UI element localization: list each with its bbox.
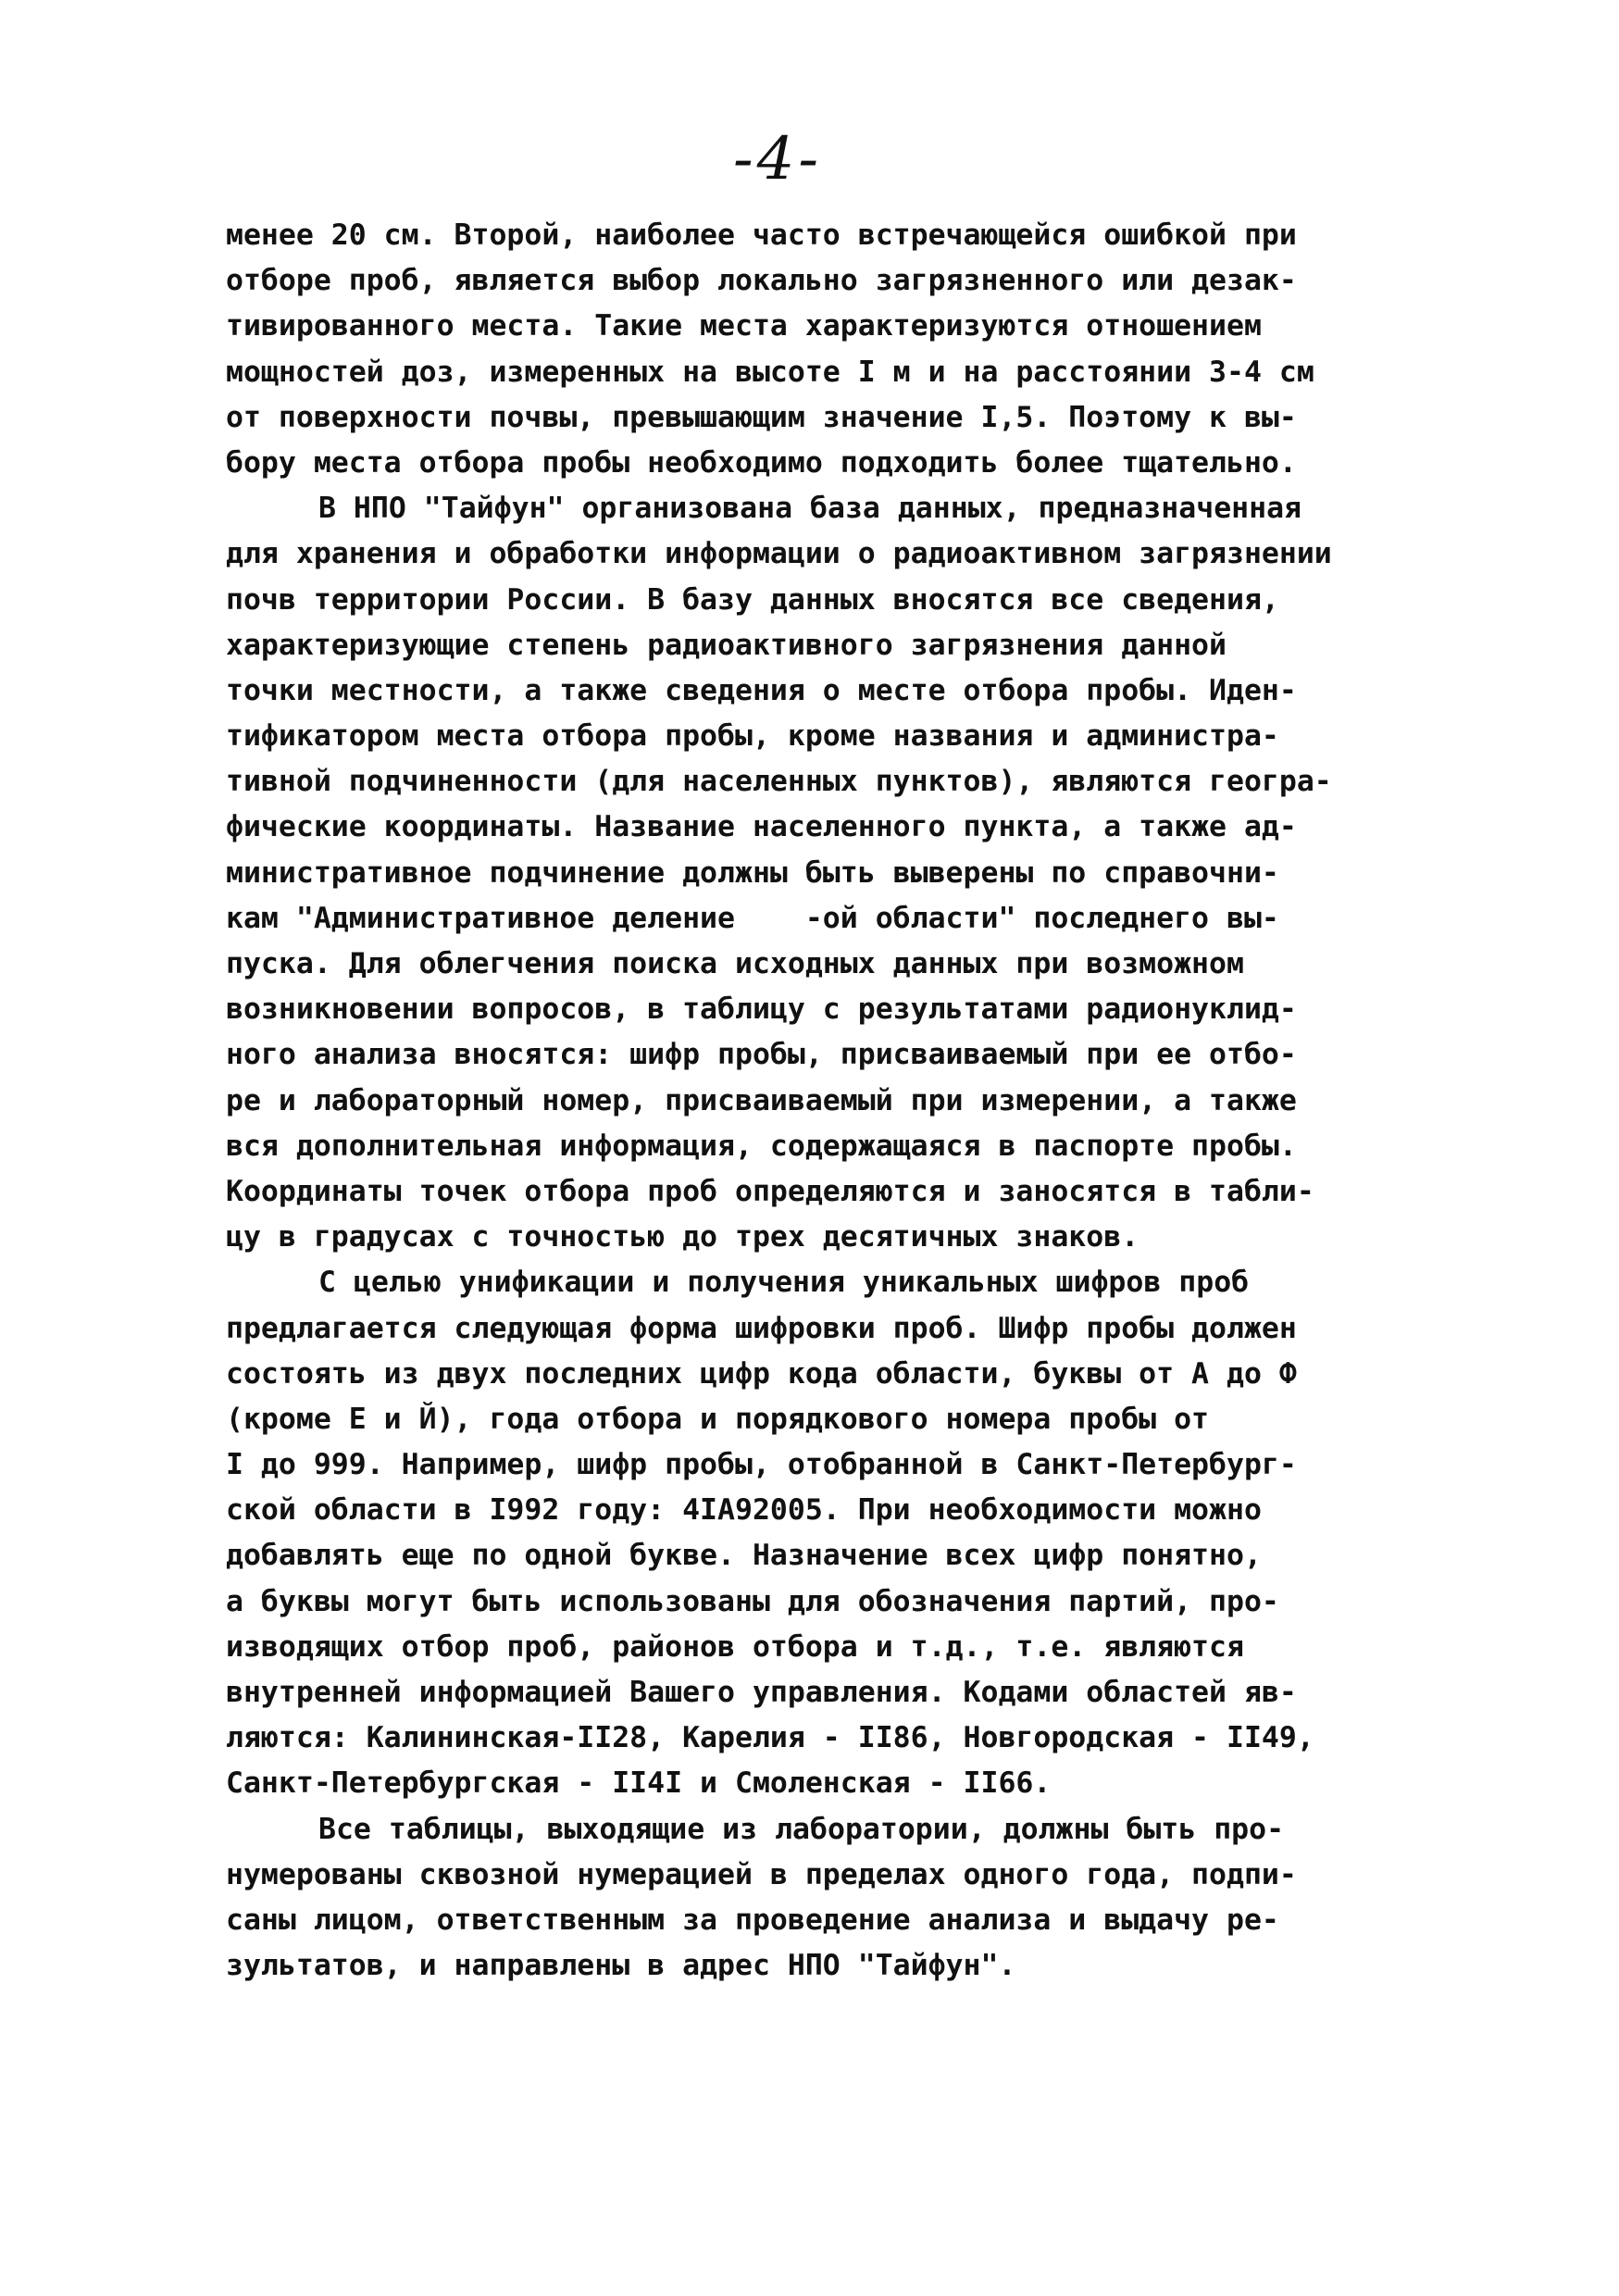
text-line: В НПО "Тайфун" организована база данных, предназначенная	[318, 492, 1302, 526]
text-line: министративное подчинение должны быть выверены по справочни-	[226, 855, 1279, 890]
text-line: фические координаты. Название населенного пункта, а также ад-	[226, 810, 1297, 844]
text-line: состоять из двух последних цифр кода области, буквы от А до Ф	[226, 1356, 1297, 1391]
document-body	[226, 213, 1448, 1989]
text-line: цу в градусах с точностью до трех десятичных знаков.	[226, 1220, 1140, 1254]
text-line: возникновении вопросов, в таблицу с результатами радионуклид-	[226, 992, 1297, 1027]
text-line: Санкт-Петербургская - II4I и Смоленская - II66.	[226, 1766, 1052, 1801]
text-line: от поверхности почвы, превышающим значение I,5. Поэтому к вы-	[226, 400, 1297, 434]
text-line: менее 20 см. Второй, наиболее часто встречающейся ошибкой при	[226, 218, 1297, 252]
paragraph	[226, 1260, 1448, 1806]
text-line: Все таблицы, выходящие из лаборатории, должны быть про-	[318, 1812, 1285, 1846]
text-line: тификатором места отбора пробы, кроме названия и администра-	[226, 719, 1279, 754]
text-line: саны лицом, ответственным за проведение анализа и выдачу ре-	[226, 1903, 1279, 1937]
paragraph	[226, 486, 1448, 1260]
text-line: характеризующие степень радиоактивного загрязнения данной	[226, 628, 1227, 662]
text-line: для хранения и обработки информации о радиоактивном загрязнении	[226, 537, 1332, 571]
text-line: внутренней информацией Вашего управления. Кодами областей яв-	[226, 1676, 1297, 1709]
text-line: точки местности, а также сведения о месте отбора пробы. Иден-	[226, 673, 1297, 707]
text-line: отборе проб, является выбор локально загрязненного или дезак-	[226, 264, 1297, 298]
text-line: (кроме Е и Й), года отбора и порядкового номера пробы от	[226, 1402, 1210, 1436]
text-line: зультатов, и направлены в адрес НПО "Тайфун".	[226, 1949, 1016, 1983]
text-line: ской области в I992 году: 4IA92005. При необходимости можно	[226, 1493, 1262, 1528]
text-line: бору места отбора пробы необходимо подходить более тщательно.	[226, 445, 1297, 480]
paragraph	[226, 1807, 1448, 1990]
text-line: мощностей доз, измеренных на высоте I м и на расстоянии 3-4 см	[226, 355, 1314, 389]
text-line: изводящих отбор проб, районов отбора и т.д., т.е. являются	[226, 1629, 1244, 1664]
text-line: С целью унификации и получения уникальных шифров проб	[318, 1266, 1250, 1300]
text-line: пуска. Для облегчения поиска исходных данных при возможном	[226, 947, 1244, 980]
text-line: кам "Административное деление -ой области" последнего вы-	[226, 901, 1279, 935]
text-line: предлагается следующая форма шифровки проб. Шифр пробы должен	[226, 1311, 1297, 1345]
text-line: ляются: Калининская-II28, Карелия - II86, Новгородская - II49,	[226, 1721, 1314, 1755]
paragraph	[226, 213, 1448, 486]
text-line: ре и лабораторный номер, присваиваемый при измерении, а также	[226, 1083, 1297, 1117]
text-line: нумерованы сквозной нумерацией в пределах одного года, подпи-	[226, 1857, 1297, 1891]
text-line: почв территории России. В базу данных вносятся все сведения,	[226, 582, 1279, 617]
text-line: тивной подчиненности (для населенных пунктов), являются геогра-	[226, 765, 1332, 799]
text-line: тивированного места. Такие места характеризуются отношением	[226, 309, 1262, 343]
text-line: I до 999. Например, шифр пробы, отобранной в Санкт-Петербург-	[226, 1448, 1297, 1482]
text-line: вся дополнительная информация, содержащаяся в паспорте пробы.	[226, 1129, 1297, 1163]
text-line: ного анализа вносятся: шифр пробы, присваиваемый при ее отбо-	[226, 1038, 1297, 1072]
text-line: Координаты точек отбора проб определяются и заносятся в табли-	[226, 1174, 1314, 1208]
text-line: добавлять еще по одной букве. Назначение всех цифр понятно,	[226, 1539, 1262, 1573]
page-number: -4-	[733, 125, 822, 193]
text-line: а буквы могут быть использованы для обозначения партий, про-	[226, 1584, 1279, 1618]
